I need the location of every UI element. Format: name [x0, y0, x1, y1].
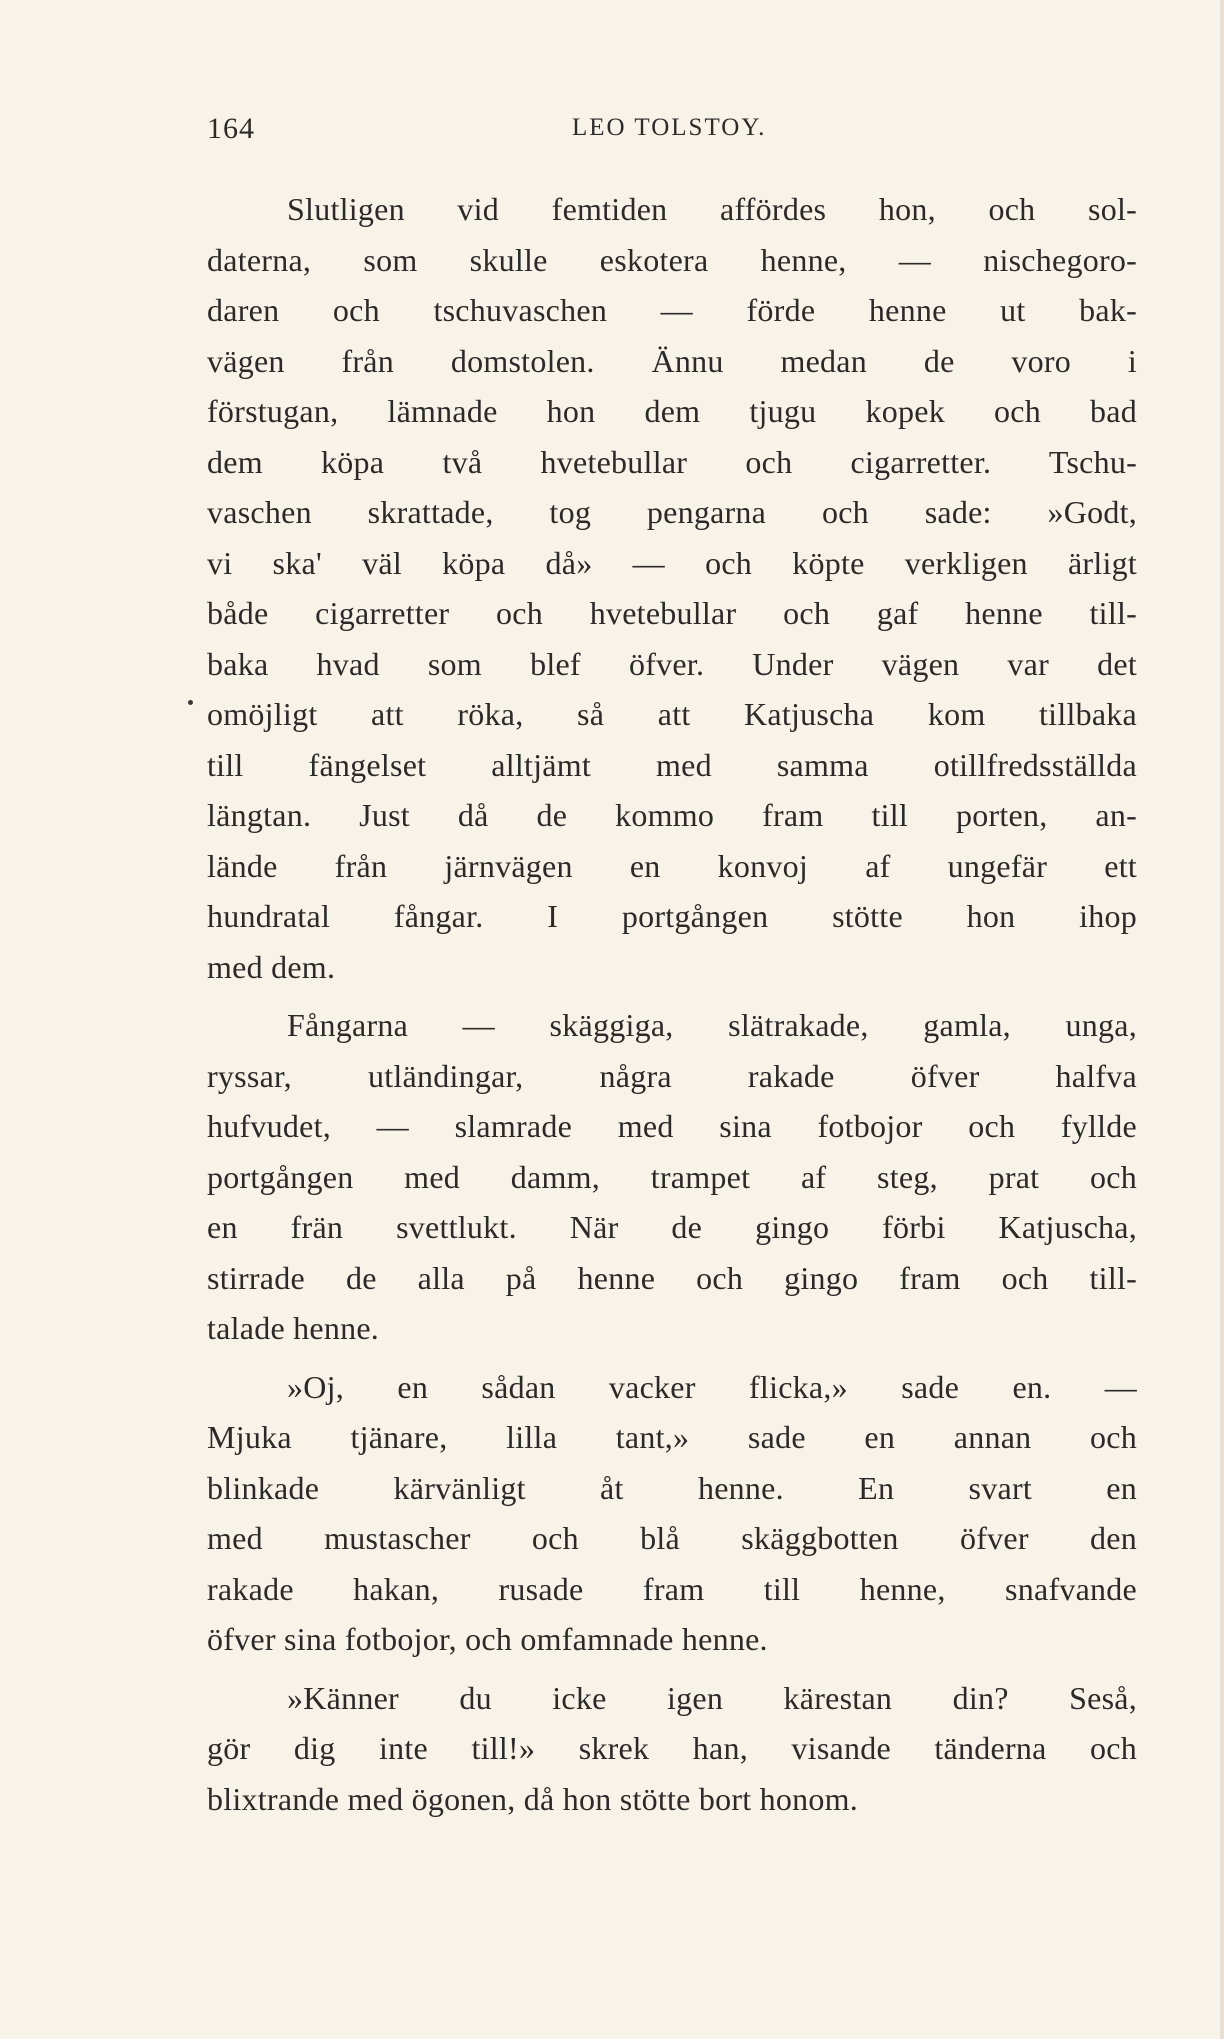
- text-line: stirrade de alla på henne och gingo fram och till-: [207, 1259, 1137, 1296]
- text-line: rakade hakan, rusade fram till henne, snafvande: [207, 1570, 1137, 1607]
- text-line: lände från järnvägen en konvoj af ungefär ett: [207, 847, 1137, 884]
- text-line: hundratal fångar. I portgången stötte hon ihop: [207, 898, 1137, 934]
- paragraph-4: [207, 1673, 1137, 1825]
- text-line: till fängelset alltjämt med samma otillfredsställda: [207, 746, 1137, 783]
- text-line: Slutligen vid femtiden affördes hon, och sol-: [287, 191, 1137, 227]
- text-line: öfver sina fotbojor, och omfamnade henne.: [207, 1621, 768, 1657]
- text-line: längtan. Just då de kommo fram till porten, an-: [207, 797, 1137, 833]
- text-line: »Känner du icke igen kärestan din? Seså,: [287, 1679, 1137, 1716]
- text-line: vi ska' väl köpa då» — och köpte verkligen ärligt: [207, 544, 1137, 581]
- running-title: LEO TOLSTOY.: [572, 114, 767, 141]
- paragraph-1: [207, 184, 1137, 992]
- text-line: »Oj, en sådan vacker flicka,» sade en. —: [287, 1368, 1137, 1405]
- text-line: portgången med damm, trampet af steg, prat och: [207, 1158, 1137, 1195]
- text-line: med dem.: [207, 948, 336, 985]
- paragraph-2: [207, 1000, 1137, 1354]
- text-line: Fångarna — skäggiga, slätrakade, gamla, unga,: [287, 1007, 1137, 1043]
- margin-mark: [188, 700, 193, 705]
- text-line: blixtrande med ögonen, då hon stötte bort honom.: [207, 1780, 858, 1817]
- text-line: gör dig inte till!» skrek han, visande tänderna och: [207, 1730, 1137, 1766]
- text-line: med mustascher och blå skäggbotten öfver den: [207, 1520, 1137, 1556]
- text-line: vägen från domstolen. Ännu medan de voro i: [207, 342, 1137, 379]
- text-line: daren och tschuvaschen — förde henne ut bak-: [207, 292, 1137, 328]
- text-line: hufvudet, — slamrade med sina fotbojor och fyllde: [207, 1108, 1137, 1144]
- page-number: 164: [207, 112, 255, 145]
- page-header: [207, 112, 1137, 152]
- text-line: blinkade kärvänligt åt henne. En svart en: [207, 1469, 1137, 1506]
- text-line: förstugan, lämnade hon dem tjugu kopek och bad: [207, 393, 1137, 429]
- text-line: baka hvad som blef öfver. Under vägen var det: [207, 645, 1137, 682]
- text-line: talade henne.: [207, 1310, 380, 1346]
- text-line: vaschen skrattade, tog pengarna och sade: »Godt,: [207, 494, 1137, 530]
- body-text: [207, 184, 1137, 1824]
- text-line: både cigarretter och hvetebullar och gaf henne till-: [207, 595, 1137, 631]
- text-line: Mjuka tjänare, lilla tant,» sade en annan och: [207, 1419, 1137, 1455]
- paragraph-3: [207, 1362, 1137, 1665]
- text-line: ryssar, utländingar, några rakade öfver halfva: [207, 1057, 1137, 1094]
- text-line: dem köpa två hvetebullar och cigarretter. Tschu-: [207, 443, 1137, 480]
- text-line: en frän svettlukt. När de gingo förbi Katjuscha,: [207, 1209, 1137, 1245]
- text-line: daterna, som skulle eskotera henne, — nischegoro-: [207, 241, 1137, 278]
- text-line: omöjligt att röka, så att Katjuscha kom tillbaka: [207, 696, 1137, 732]
